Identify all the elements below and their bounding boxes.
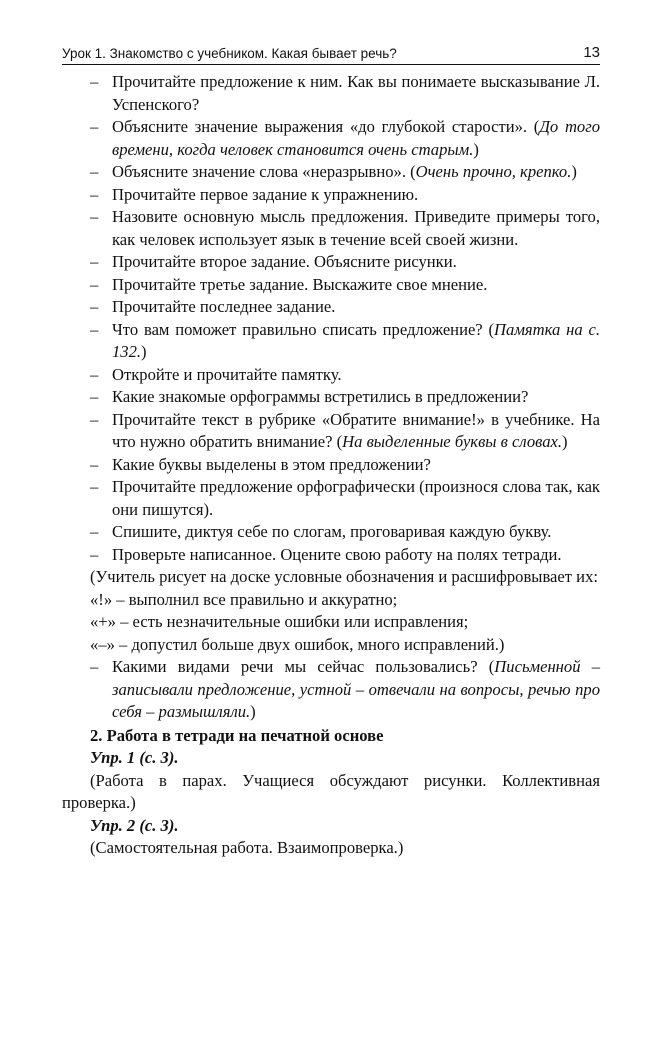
question-item [62,184,600,207]
question-item [62,521,600,544]
question-text: Какие знакомые орфограммы встретились в предложении? [112,387,529,406]
dash-marker: – [90,184,99,204]
dash-marker: – [90,477,99,496]
legend-line-minor-errors: «+» – есть незначительные ошибки или исправления; [90,612,469,631]
question-item [62,116,600,161]
dash-marker: – [90,522,99,541]
question-answer: На выделенные буквы в словах. [342,432,563,451]
page-body [62,71,600,860]
question-text: Прочитайте последнее задание. [112,297,336,316]
dash-marker: – [90,387,99,406]
dash-marker: – [90,454,99,474]
question-item [62,251,600,274]
question-item [62,656,600,724]
question-answer: Очень прочно, крепко. [415,162,572,181]
dash-marker: – [90,364,99,384]
question-item [62,409,600,454]
question-answer: До того времени, когда человек становится очень старым. [112,117,600,159]
teacher-note: (Учитель рисует на доске условные обозначения и расшифровывает их: [90,567,598,586]
question-item [62,71,600,116]
question-text: Прочитайте предложение орфографически (произнося слова так, как они пишутся). [112,477,600,519]
question-text: Откройте и прочитайте памятку. [112,364,342,384]
question-text: Проверьте написанное. Оцените свою работу на полях тетради. [112,544,562,564]
question-tail: ) [141,342,147,361]
question-item [62,296,600,319]
question-tail: ) [250,702,256,721]
dash-marker: – [90,297,99,316]
exercise-1-text: (Работа в парах. Учащиеся обсуждают рисунки. Коллективная проверка.) [62,770,600,812]
question-text: Прочитайте предложение к ним. Как вы понимаете высказывание Л. Успенского? [112,72,600,114]
question-list [62,71,600,566]
question-text: Прочитайте третье задание. Выскажите свое мнение. [112,274,488,294]
question-item [62,364,600,387]
question-text: Прочитайте текст в рубрике «Обратите внимание!» в учебнике. На что нужно обратить внимание? ( [112,409,600,451]
question-item [62,161,600,184]
question-item [62,206,600,251]
question-item [62,274,600,297]
question-tail: ) [562,432,568,451]
dash-marker: – [90,117,99,136]
question-text: Какие буквы выделены в этом предложении? [112,454,431,474]
question-answer: Памятка на с. 132. [112,319,600,361]
dash-marker: – [90,319,99,339]
question-text: Прочитайте второе задание. Объясните рисунки. [112,252,457,271]
section-title: 2. Работа в тетради на печатной основе [90,725,384,745]
legend-line-many-errors: «–» – допустил больше двух ошибок, много исправлений.) [90,634,505,654]
legend-line-excellent: «!» – выполнил все правильно и аккуратно; [90,589,398,609]
page-number: 13 [583,44,600,61]
dash-marker: – [90,252,99,271]
exercise-2-text: (Самостоятельная работа. Взаимопроверка.) [90,838,404,857]
question-item [62,454,600,477]
question-tail: ) [473,139,479,159]
running-head [62,44,600,65]
dash-marker: – [90,162,99,181]
question-text: Объясните значение слова «неразрывно». ( [112,162,416,181]
question-item [62,386,600,409]
question-text: Назовите основную мысль предложения. Приведите примеры того, как человек использует язык в течение всей своей жизни. [112,207,600,249]
question-text: Прочитайте первое задание к упражнению. [112,184,419,204]
dash-marker: – [90,409,99,429]
question-item [62,476,600,521]
dash-marker: – [90,544,99,564]
exercise-1-title: Упр. 1 (с. 3). [90,748,179,767]
running-title: Урок 1. Знакомство с учебником. Какая бывает речь? [62,46,397,61]
dash-marker: – [90,207,99,226]
question-text: Какими видами речи мы сейчас пользовались? ( [112,657,495,676]
question-text: Объясните значение выражения «до глубокой старости». ( [112,117,540,136]
dash-marker: – [90,657,99,676]
exercise-2-title: Упр. 2 (с. 3). [90,815,179,835]
dash-marker: – [90,274,99,294]
book-page [62,44,600,860]
question-text: Что вам поможет правильно списать предложение? ( [112,319,495,339]
question-tail: ) [571,162,577,181]
question-item [62,319,600,364]
dash-marker: – [90,72,99,91]
question-item [62,544,600,567]
question-answer: Письменной – записывали предложение, устной – отвечали на вопросы, речью про себя – размышляли. [112,657,600,721]
question-text: Спишите, диктуя себе по слогам, проговаривая каждую букву. [112,522,552,541]
